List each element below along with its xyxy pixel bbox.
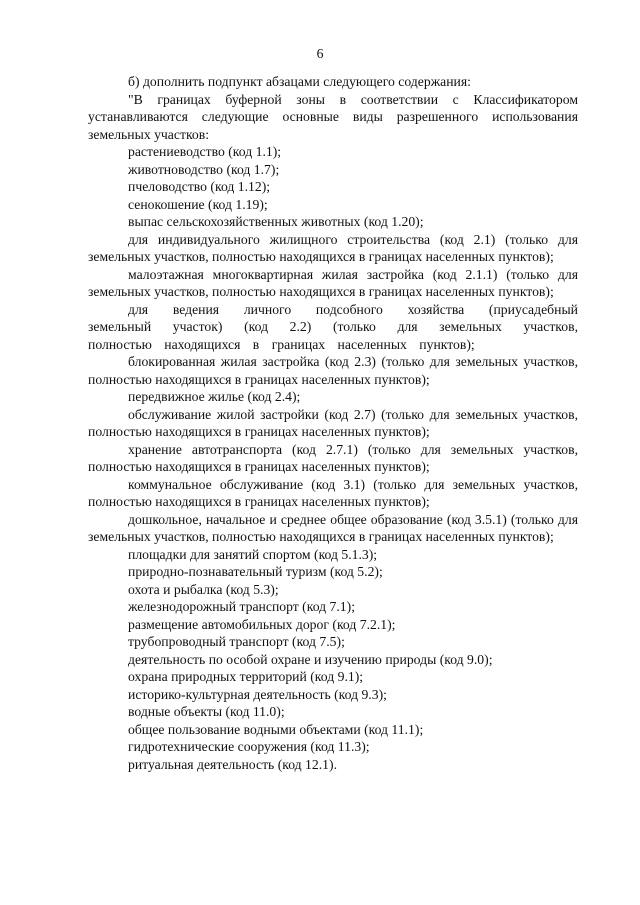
list-item: охрана природных территорий (код 9.1); [128, 669, 364, 684]
list-item: ритуальная деятельность (код 12.1). [128, 756, 337, 772]
list-item: железнодорожный транспорт (код 7.1); [128, 599, 356, 614]
list-item: растениеводство (код 1.1); [128, 144, 282, 159]
list-item: для ведения личного подсобного хозяйства (приусадебный земельный участок) (код 2.2) (только для земельных участков, полностью находящихся в границах населенных пунктов); [88, 301, 578, 352]
list-item: размещение автомобильных дорог (код 7.2.1); [128, 616, 396, 632]
list-item: общее пользование водными объектами (код 11.1); [128, 721, 424, 737]
intro-paragraph: б) дополнить подпункт абзацами следующего содержания: [128, 74, 471, 89]
paragraph-lead: "В границах буферной зоны в соответствии с Классификатором устанавливаются следующие основные виды разрешенного использования земельных участков: [88, 91, 578, 142]
list-item: природно-познавательный туризм (код 5.2); [128, 564, 383, 579]
list-item: водные объекты (код 11.0); [128, 704, 285, 719]
list-item: передвижное жилье (код 2.4); [128, 389, 301, 404]
list-item: деятельность по особой охране и изучению природы (код 9.0); [128, 651, 493, 667]
list-item: пчеловодство (код 1.12); [128, 179, 271, 194]
list-item: хранение автотранспорта (код 2.7.1) (только для земельных участков, полностью находящихся в границах населенных пунктов); [88, 441, 578, 474]
list-item: выпас сельскохозяйственных животных (код 1.20); [128, 214, 424, 229]
list-item: сенокошение (код 1.19); [128, 196, 268, 212]
list-item: историко-культурная деятельность (код 9.3); [128, 686, 387, 702]
list-item: для индивидуального жилищного строительства (код 2.1) (только для земельных участков, полностью находящихся в границах населенных пунктов); [88, 231, 578, 264]
page-number: 6 [316, 46, 324, 61]
list-item: коммунальное обслуживание (код 3.1) (только для земельных участков, полностью находящихся в границах населенных пунктов); [88, 476, 578, 509]
list-item: животноводство (код 1.7); [128, 161, 280, 177]
list-item: площадки для занятий спортом (код 5.1.3); [128, 546, 378, 562]
list-item: блокированная жилая застройка (код 2.3) (только для земельных участков, полностью находящихся в границах населенных пунктов); [88, 354, 578, 387]
list-item: малоэтажная многоквартирная жилая застройка (код 2.1.1) (только для земельных участков, полностью находящихся в границах населенных пунктов); [88, 266, 578, 299]
list-item: гидротехнические сооружения (код 11.3); [128, 739, 370, 754]
list-item: охота и рыбалка (код 5.3); [128, 581, 279, 597]
list-item: обслуживание жилой застройки (код 2.7) (только для земельных участков, полностью находящихся в границах населенных пунктов); [88, 406, 578, 439]
list-item: дошкольное, начальное и среднее общее образование (код 3.5.1) (только для земельных участков, полностью находящихся в границах населенных пунктов); [88, 511, 578, 544]
document-body [88, 73, 578, 773]
list-item: трубопроводный транспорт (код 7.5); [128, 634, 345, 649]
